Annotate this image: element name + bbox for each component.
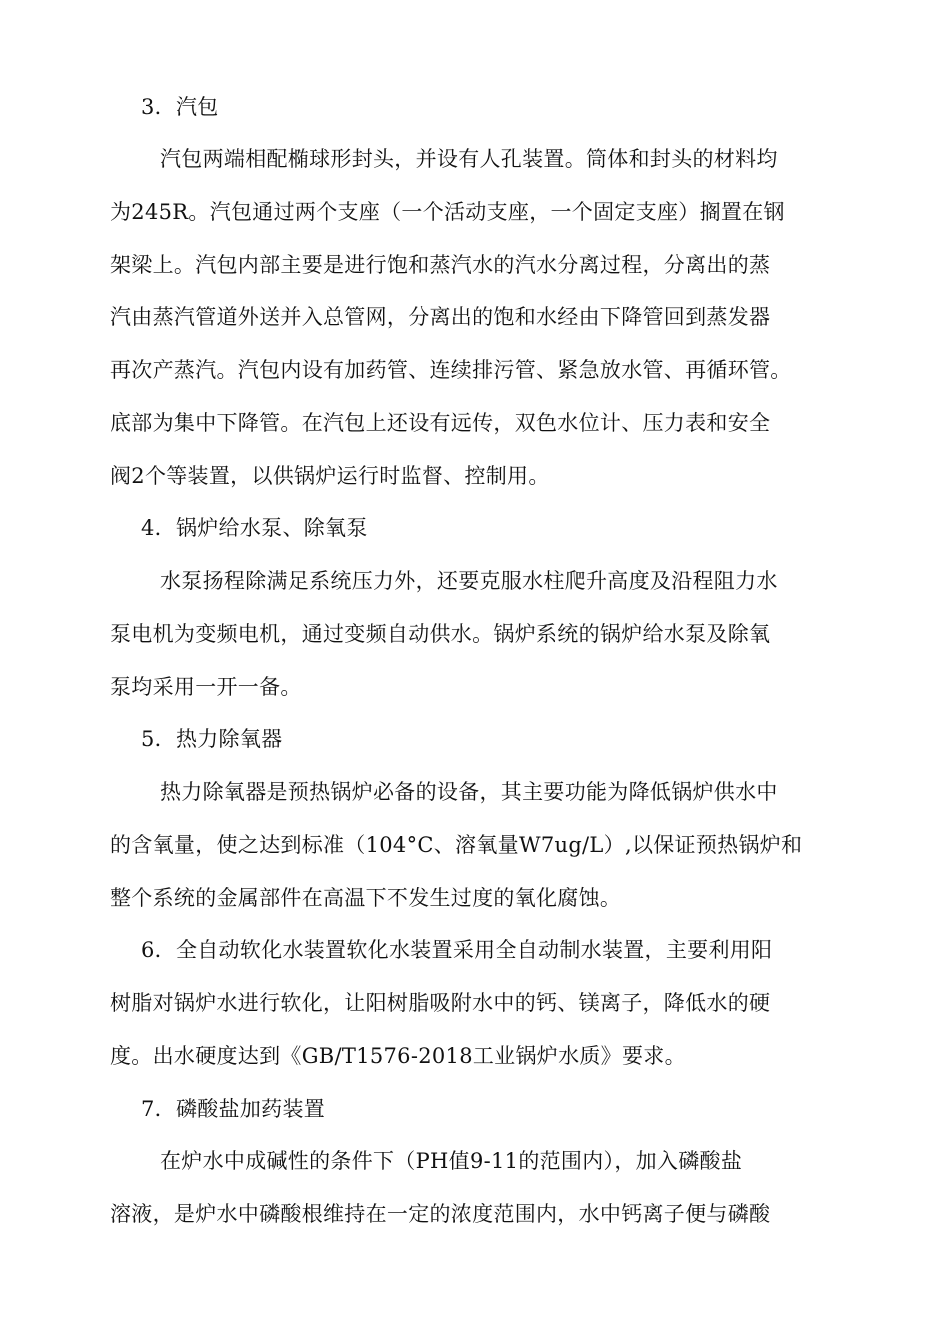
paragraph-line: 为245R。汽包通过两个支座（一个活动支座，一个固定支座）搁置在钢 <box>110 200 785 224</box>
paragraph-line: 底部为集中下降管。在汽包上还设有远传，双色水位计、压力表和安全 <box>110 411 771 435</box>
paragraph-line: 溶液，是炉水中磷酸根维持在一定的浓度范围内，水中钙离子便与磷酸 <box>110 1202 771 1226</box>
paragraph-line: 树脂对锅炉水进行软化，让阳树脂吸附水中的钙、镁离子，降低水的硬 <box>110 991 771 1015</box>
paragraph-line: 整个系统的金属部件在高温下不发生过度的氧化腐蚀。 <box>110 886 622 910</box>
heading-deaerator: 5．热力除氧器 <box>141 727 283 751</box>
heading-water-softener: 6．全自动软化水装置软化水装置采用全自动制水装置，主要利用阳 <box>141 938 773 962</box>
heading-phosphate-dosing: 7．磷酸盐加药装置 <box>141 1097 326 1121</box>
paragraph-line: 汽由蒸汽管道外送并入总管网，分离出的饱和水经由下降管回到蒸发器 <box>110 305 771 329</box>
paragraph-line: 架梁上。汽包内部主要是进行饱和蒸汽水的汽水分离过程，分离出的蒸 <box>110 253 771 277</box>
paragraph-line: 再次产蒸汽。汽包内设有加药管、连续排污管、紧急放水管、再循环管。 <box>110 358 792 382</box>
paragraph-line: 度。出水硬度达到《GB/T1576-2018工业锅炉水质》要求。 <box>110 1044 686 1068</box>
paragraph-line: 汽包两端相配椭球形封头，并设有人孔装置。筒体和封头的材料均 <box>160 147 778 171</box>
paragraph-line: 的含氧量，使之达到标准（104°C、溶氧量W7ug/L）,以保证预热锅炉和 <box>110 833 803 857</box>
paragraph-line: 在炉水中成碱性的条件下（PH值9-11的范围内），加入磷酸盐 <box>160 1149 743 1173</box>
heading-steam-drum: 3．汽包 <box>141 95 219 119</box>
paragraph-line: 水泵扬程除满足系统压力外，还要克服水柱爬升高度及沿程阻力水 <box>160 569 778 593</box>
paragraph-line: 泵电机为变频电机，通过变频自动供水。锅炉系统的锅炉给水泵及除氧 <box>110 622 771 646</box>
paragraph-line: 泵均采用一开一备。 <box>110 675 302 699</box>
paragraph-line: 阀2个等装置，以供锅炉运行时监督、控制用。 <box>110 464 550 488</box>
paragraph-line: 热力除氧器是预热锅炉必备的设备，其主要功能为降低锅炉供水中 <box>160 780 778 804</box>
heading-feed-pump: 4．锅炉给水泵、除氧泵 <box>141 516 368 540</box>
